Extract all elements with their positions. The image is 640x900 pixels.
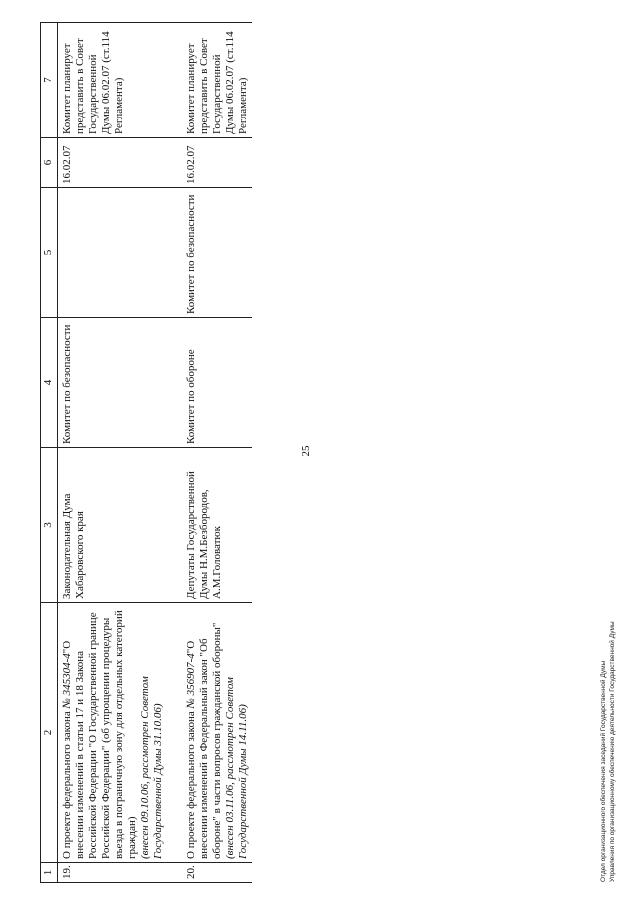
bill-title: О проекте федерального закона bbox=[61, 708, 73, 859]
co-committee bbox=[58, 188, 168, 318]
page-number: 25 bbox=[300, 445, 312, 457]
row-number: 20. bbox=[167, 863, 252, 883]
initiator: Законодательная Дума Хабаровского края bbox=[58, 448, 168, 603]
bill-note: (внесен 09.10.06, рассмотрен Советом Государственной Думы 31.10.06) bbox=[139, 676, 164, 859]
footer-line: Отдел организационного обеспечения заседаний Государственной Думы bbox=[600, 660, 607, 882]
page-footer bbox=[599, 582, 617, 882]
status-cell: Комитет планирует представить в Совет Государственной Думы 06.02.07 (ст.114 Регламента) bbox=[58, 23, 168, 138]
row-number: 19. bbox=[58, 863, 168, 883]
status-cell: Комитет планирует представить в Совет Государственной Думы 06.02.07 (ст.114 Регламента) bbox=[167, 23, 252, 138]
column-header: 7 bbox=[41, 23, 58, 138]
bill-number: № 356907-4 bbox=[185, 653, 197, 709]
column-header: 4 bbox=[41, 318, 58, 448]
column-header: 6 bbox=[41, 138, 58, 188]
date-cell: 16.02.07 bbox=[58, 138, 168, 188]
responsible-committee: Комитет по безопасности bbox=[58, 318, 168, 448]
initiator: Депутаты Государственной Думы Н.М.Безбородов, А.М.Головатюк bbox=[167, 448, 252, 603]
table-row bbox=[58, 23, 168, 883]
bill-description bbox=[167, 603, 252, 863]
bill-title-rest: "О внесении изменений в Федеральный закон "Об обороне" в части вопросов гражданской обороны" bbox=[185, 622, 223, 859]
column-header: 1 bbox=[41, 863, 58, 883]
column-header: 5 bbox=[41, 188, 58, 318]
landscape-page bbox=[40, 23, 610, 883]
bills-table bbox=[40, 22, 252, 883]
date-cell: 16.02.07 bbox=[167, 138, 252, 188]
bill-title-rest: "О внесении изменений в статьи 17 и 18 Закона Российской Федерации "О Государственной границе Российской Федерации" (об упрощении процедуры въезда в пограничную зону для отдельных категорий граждан) bbox=[61, 610, 138, 859]
responsible-committee: Комитет по обороне bbox=[167, 318, 252, 448]
bill-note: (внесен 03.11.06, рассмотрен Советом Государственной Думы 14.11.06) bbox=[224, 677, 249, 859]
bill-number: № 345304-4 bbox=[61, 653, 73, 709]
table-row bbox=[167, 23, 252, 883]
footer-line: Управления по организационному обеспечению деятельности Государственной Думы bbox=[609, 621, 616, 882]
table-header-row bbox=[41, 23, 58, 883]
bill-title: О проекте федерального закона bbox=[185, 708, 197, 859]
co-committee: Комитет по безопасности bbox=[167, 188, 252, 318]
bill-description bbox=[58, 603, 168, 863]
column-header: 2 bbox=[41, 603, 58, 863]
column-header: 3 bbox=[41, 448, 58, 603]
